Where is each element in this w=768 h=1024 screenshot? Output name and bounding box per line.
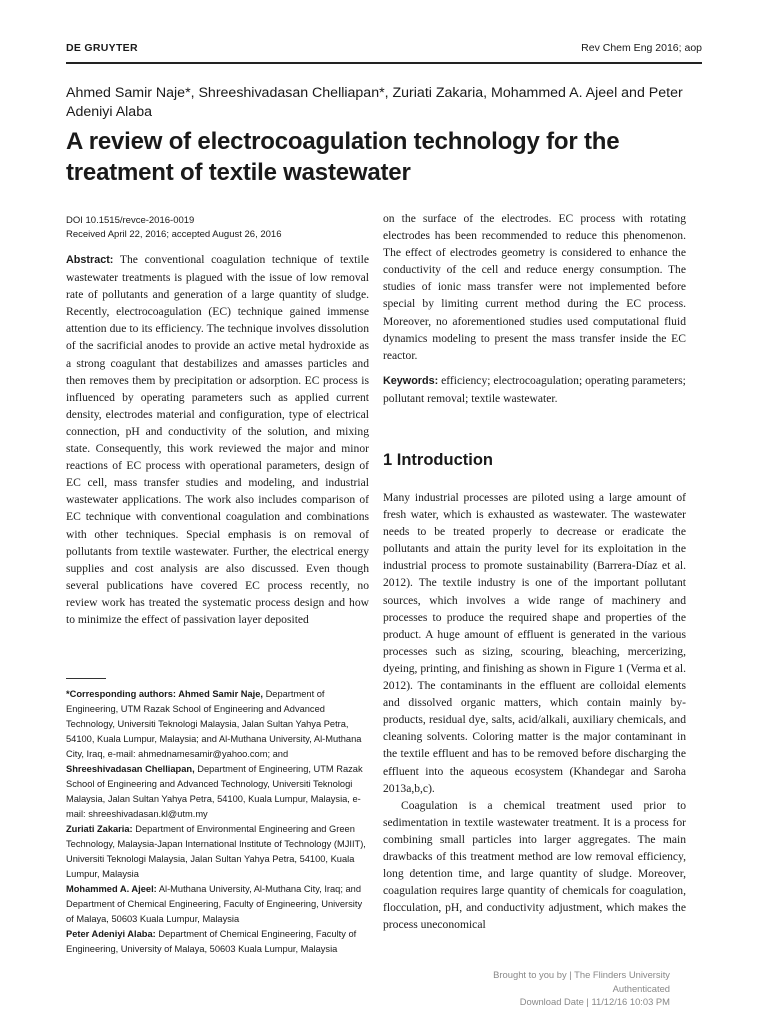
download-provider: Brought to you by | The Flinders University — [493, 969, 670, 980]
received-dates: Received April 22, 2016; accepted August 26, 2016 — [66, 229, 282, 240]
download-stamp — [493, 968, 670, 1009]
author-list: Ahmed Samir Naje*, Shreeshivadasan Chelliapan*, Zuriati Zakaria, Mohammed A. Ajeel and Peter Adeniyi Alaba — [66, 85, 683, 120]
footnote-item: Mohammed A. Ajeel: Al-Muthana University, Al-Muthana City, Iraq; and Department of Chemical Engineering, Faculty of Engineering, University of Malaya, 50603 Kuala Lumpur, Malaysia — [66, 884, 363, 924]
footnotes — [66, 687, 369, 957]
publisher-name: DE GRUYTER — [66, 42, 138, 54]
download-auth: Authenticated — [612, 982, 670, 994]
download-date: Download Date | 11/12/16 10:03 PM — [519, 996, 670, 1007]
doi[interactable]: DOI 10.1515/revce-2016-0019 — [66, 215, 195, 226]
footnote-rule — [66, 678, 106, 679]
abstract-label: Abstract: — [66, 254, 114, 266]
article-meta — [66, 214, 366, 242]
footnote-item: Peter Adeniyi Alaba: Department of Chemical Engineering, Faculty of Engineering, University of Malaya, 50603 Kuala Lumpur, Malaysia — [66, 929, 357, 954]
section-heading: 1 Introduction — [383, 451, 493, 469]
introduction-body — [383, 489, 686, 933]
abstract — [66, 251, 369, 628]
paragraph: Many industrial processes are piloted using a large amount of fresh water, which is exhausted as wastewater. The wastewater needs to be treated properly to decrease or eradicate the pollutants and attain the purity level for its exploitation in the industrial process to promote sustainability (Barrera-Díaz et al. 2012). The textile industry is one of the important pollutant sources, which involves a wide range of machinery and processes to produce the required shape and properties of the product. A huge amount of effluent is generated in the various processes such as sizing, scouring, bleaching, mercerizing, dyeing, printing, and finishing as shown in Figure 1 (Verma et al. 2012). The contaminants in the effluent are colloidal elements and dissolved organic matters, which contain mainly by-products, residual dye, salts, acid/alkali, auxiliary chemicals, and cleaning solvents. Coloring matter is the major contaminant in the textile effluent and has to be removed before discharging the effluent into the aqueous ecosystem (Khandegar and Saroha 2013a,b,c). — [383, 491, 686, 795]
abstract-text: The conventional coagulation technique of textile wastewater treatments is plagued with the issue of low removal rate of pollutants and generation of a large quantity of sludge. Recently, electrocoagulation (EC) technique gained immense attention due to its efficiency. The technique involves dissolution of the sacrificial anodes to provide an active metal hydroxide as a strong coagulant that destabilizes and amasses particles and then removes them by precipitation or adsorption. EC process is influenced by operating parameters such as applied current density, electrodes material and configuration, type of electrical connection, pH and conductivity of the solution, and mixing state. Consequently, this work reviewed the major and minor reactions of EC process with operational parameters, design of EC cell, mass transfer studies and modeling, and industrial wastewater applications. The work also includes comparison of EC technique with conventional coagulation and combinations with other techniques. Special emphasis is on removal of pollutants from textile wastewater. Further, the electrical energy supplies and cost analysis are also discussed. Even though several publications have covered EC process recently, no review work has treated the systematic process design and how to minimize the effect of passivation layer deposited — [66, 253, 369, 626]
paragraph: Coagulation is a chemical treatment used prior to sedimentation in textile wastewater treatment. It is a process for combining small particles into larger aggregates. The main drawbacks of this treatment method are low removal efficiency, long detention time, and large quantity of sludge. Moreover, coagulation requires large quantity of chemicals for coagulation, flocculation, pH, and conductivity adjustment, which makes the process uneconomical — [383, 798, 686, 932]
footnote-item: *Corresponding authors: Ahmed Samir Naje, Department of Engineering, UTM Razak School of Engineering and Advanced Technology, Universiti Teknologi Malaysia, Jalan Sultan Yahya Petra, 54100, Kuala Lumpur, Malaysia; and Al-Muthana University, Al-Muthana City, Iraq, e-mail: ahmednamesamir@yahoo.com; and — [66, 689, 362, 759]
footnote-item: Zuriati Zakaria: Department of Environmental Engineering and Green Technology, Malaysia-Japan International Institute of Technology (MJIIT), Universiti Teknologi Malaysia, Jalan Sultan Yahya Petra, 54100, Kuala Lumpur, Malaysia — [66, 824, 366, 879]
keywords — [383, 372, 686, 407]
journal-citation: Rev Chem Eng 2016; aop — [581, 42, 702, 54]
footnote-item: Shreeshivadasan Chelliapan, Department of Engineering, UTM Razak School of Engineering and Advanced Technology, Universiti Teknologi Malaysia, Jalan Sultan Yahya Petra, 54100, Kuala Lumpur, Malaysia, e-mail: shreeshivadasan.kl@utm.my — [66, 764, 363, 819]
article-title: A review of electrocoagulation technology for the treatment of textile wastewater — [66, 128, 620, 186]
header-rule — [66, 62, 702, 64]
abstract-continued: on the surface of the electrodes. EC process with rotating electrodes has been recommended to reduce this phenomenon. The effect of electrodes geometry is considered to enhance the conductivity of the cell and reduce energy consumption. The studies of ionic mass transfer were not implemented before special by limiting current method during the EC process. Moreover, no aforementioned studies used computational fluid dynamics modeling to present the mass transfer inside the EC reactor. — [383, 212, 686, 362]
keywords-text: efficiency; electrocoagulation; operating parameters; pollutant removal; textile wastewater. — [383, 374, 686, 406]
keywords-label: Keywords: — [383, 375, 439, 387]
